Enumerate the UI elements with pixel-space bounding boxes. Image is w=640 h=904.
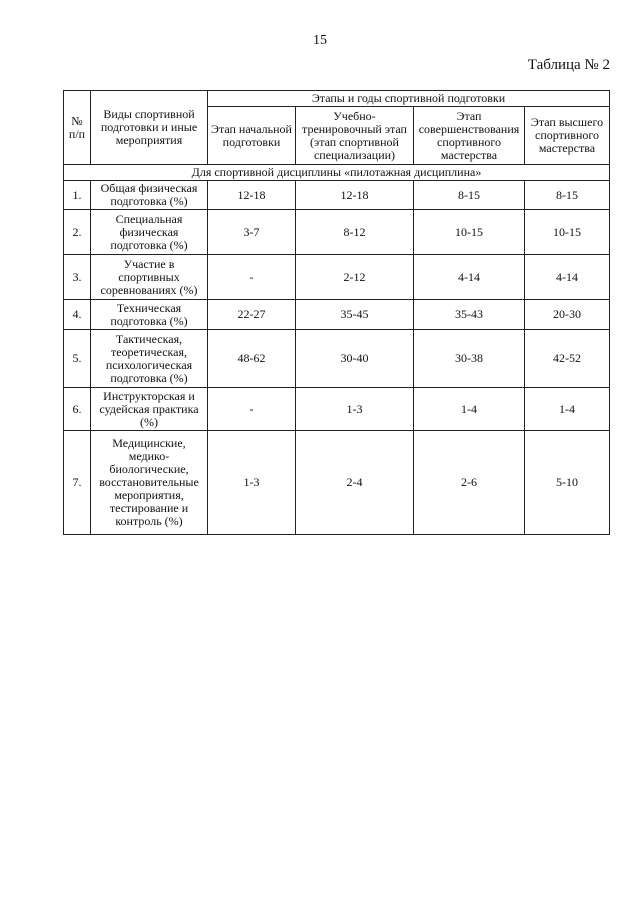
row-value: 1-3 — [208, 431, 296, 535]
header-row-top — [64, 91, 610, 107]
table-row — [64, 431, 610, 535]
row-value: 30-38 — [414, 330, 525, 388]
row-number: 2. — [64, 210, 91, 255]
row-name: Участие в спортивных соревнованиях (%) — [91, 255, 208, 300]
header-stage-2: Учебно-тренировочный этап (этап спортивной специализации) — [296, 107, 414, 165]
row-value: 10-15 — [414, 210, 525, 255]
table-row — [64, 210, 610, 255]
section-title: Для спортивной дисциплины «пилотажная дисциплина» — [64, 165, 610, 181]
row-value: 22-27 — [208, 300, 296, 330]
row-value: 35-43 — [414, 300, 525, 330]
row-value: 5-10 — [525, 431, 610, 535]
row-value: 35-45 — [296, 300, 414, 330]
row-value: 30-40 — [296, 330, 414, 388]
row-value: 12-18 — [296, 181, 414, 210]
row-number: 6. — [64, 388, 91, 431]
section-row — [64, 165, 610, 181]
row-value: 48-62 — [208, 330, 296, 388]
row-value: 1-4 — [414, 388, 525, 431]
page-number: 15 — [313, 33, 327, 48]
row-name: Специальная физическая подготовка (%) — [91, 210, 208, 255]
table-row — [64, 388, 610, 431]
row-number: 1. — [64, 181, 91, 210]
table-row — [64, 330, 610, 388]
row-name: Медицинские, медико-биологические, восстановительные мероприятия, тестирование и контроль (%) — [91, 431, 208, 535]
row-value: - — [208, 388, 296, 431]
row-name: Техническая подготовка (%) — [91, 300, 208, 330]
header-stages-group: Этапы и годы спортивной подготовки — [208, 91, 610, 107]
row-value: 8-15 — [525, 181, 610, 210]
row-value: 12-18 — [208, 181, 296, 210]
header-stage-4: Этап высшего спортивного мастерства — [525, 107, 610, 165]
row-number: 3. — [64, 255, 91, 300]
row-value: 20-30 — [525, 300, 610, 330]
row-value: 4-14 — [414, 255, 525, 300]
header-stage-1: Этап начальной подготовки — [208, 107, 296, 165]
row-value: 4-14 — [525, 255, 610, 300]
row-value: 2-4 — [296, 431, 414, 535]
sports-training-table — [63, 90, 610, 535]
row-value: 3-7 — [208, 210, 296, 255]
row-number: 5. — [64, 330, 91, 388]
table-row — [64, 300, 610, 330]
row-number: 7. — [64, 431, 91, 535]
row-value: 8-15 — [414, 181, 525, 210]
row-value: 8-12 — [296, 210, 414, 255]
row-name: Тактическая, теоретическая, психологическая подготовка (%) — [91, 330, 208, 388]
table-row — [64, 181, 610, 210]
row-name: Общая физическая подготовка (%) — [91, 181, 208, 210]
row-value: - — [208, 255, 296, 300]
row-number: 4. — [64, 300, 91, 330]
header-number: № п/п — [64, 91, 91, 165]
header-stage-3: Этап совершенствования спортивного мастерства — [414, 107, 525, 165]
table-row — [64, 255, 610, 300]
row-value: 10-15 — [525, 210, 610, 255]
row-value: 42-52 — [525, 330, 610, 388]
row-value: 1-3 — [296, 388, 414, 431]
header-kind: Виды спортивной подготовки и иные мероприятия — [91, 91, 208, 165]
row-value: 2-6 — [414, 431, 525, 535]
row-name: Инструкторская и судейская практика (%) — [91, 388, 208, 431]
row-value: 2-12 — [296, 255, 414, 300]
table-caption: Таблица № 2 — [527, 57, 610, 73]
row-value: 1-4 — [525, 388, 610, 431]
